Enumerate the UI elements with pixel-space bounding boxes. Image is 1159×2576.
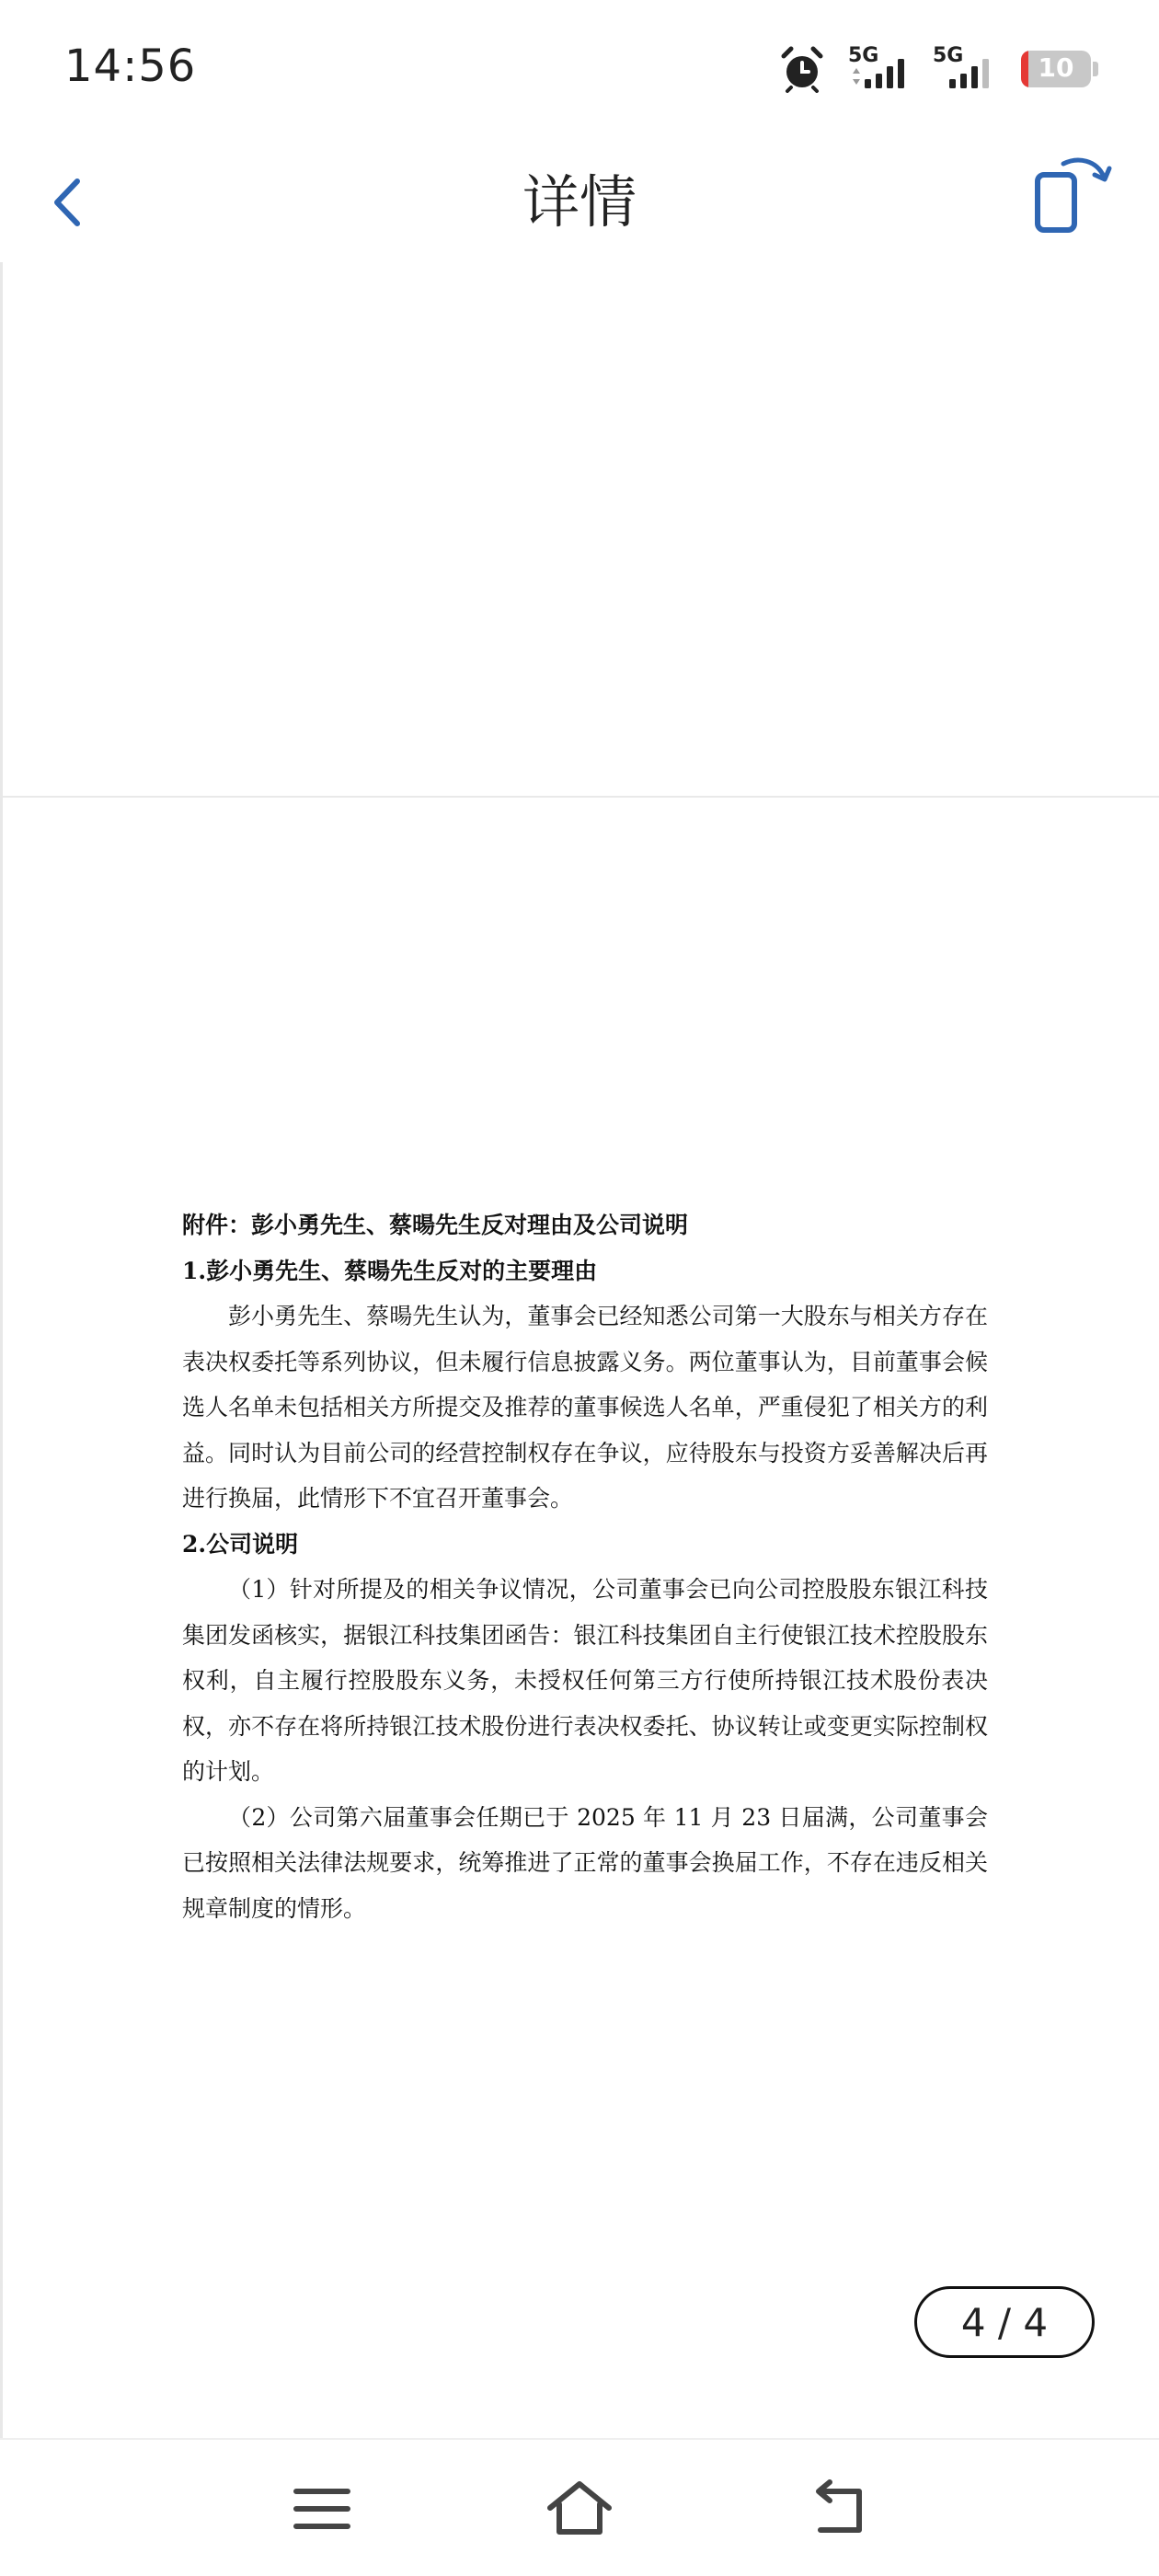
battery-level: 10: [1038, 52, 1074, 83]
home-button[interactable]: [543, 2477, 616, 2541]
battery-cap: [1093, 62, 1098, 76]
network-type-label: 5G: [848, 44, 879, 67]
rotate-screen-button[interactable]: [1021, 149, 1122, 241]
recent-apps-button[interactable]: [285, 2477, 359, 2541]
section-2-paragraph-2: （2）公司第六届董事会任期已于 2025 年 11 月 23 日届满，公司董事会已按照相关法律法规要求，统筹推进了正常的董事会换届工作，不存在违反相关规章制度的情形。: [182, 1803, 988, 1922]
section-2-paragraph-1: （1）针对所提及的相关争议情况，公司董事会已向公司控股股东银江科技集团发函核实，据银江科技集团函告：银江科技集团自主行使银江技术控股股东权利，自主履行控股股东义务，未授权任何第三方行使所持银江技术股份表决权，亦不存在将所持银江技术股份进行表决权委托、协议转让或变更实际控制权的计划。: [182, 1576, 988, 1785]
back-icon: [800, 2477, 874, 2541]
section-2-title: 2.公司说明: [182, 1530, 299, 1558]
home-icon: [543, 2477, 616, 2541]
section-1-title: 1.彭小勇先生、蔡暘先生反对的主要理由: [182, 1257, 598, 1284]
document-page: [3, 798, 1159, 2435]
signal-icon: [933, 46, 997, 92]
page-indicator: 4 / 4: [914, 2286, 1095, 2358]
status-time: 14:56: [64, 40, 197, 92]
section-1-body: 彭小勇先生、蔡暘先生认为，董事会已经知悉公司第一大股东与相关方存在表决权委托等系列协议，但未履行信息披露义务。两位董事认为，目前董事会候选人名单未包括相关方所提交及推荐的董事候选人名单，严重侵犯了相关方的利益。同时认为目前公司的经营控制权存在争议，应待股东与投资方妥善解决后再进行换届，此情形下不宜召开董事会。: [182, 1303, 988, 1512]
signal-icon: [848, 46, 912, 92]
system-nav-bar: [0, 2438, 1159, 2576]
system-back-button[interactable]: [800, 2477, 874, 2541]
network-type-label: 5G: [933, 44, 964, 67]
document-viewer[interactable]: [0, 262, 1159, 2438]
document-content: [182, 1202, 988, 1931]
rotate-screen-icon: [1021, 149, 1122, 241]
status-icons: [778, 46, 1098, 92]
signal-1: [848, 46, 912, 92]
menu-icon: [285, 2477, 359, 2541]
page-title: 详情: [522, 168, 637, 236]
alarm-icon: [778, 45, 826, 93]
attachment-heading: 附件：彭小勇先生、蔡暘先生反对理由及公司说明: [182, 1212, 689, 1238]
status-bar: [0, 0, 1159, 138]
signal-2: [933, 46, 997, 92]
battery-icon: [1021, 51, 1091, 87]
previous-page: [3, 262, 1159, 796]
nav-bar: [0, 138, 1159, 262]
